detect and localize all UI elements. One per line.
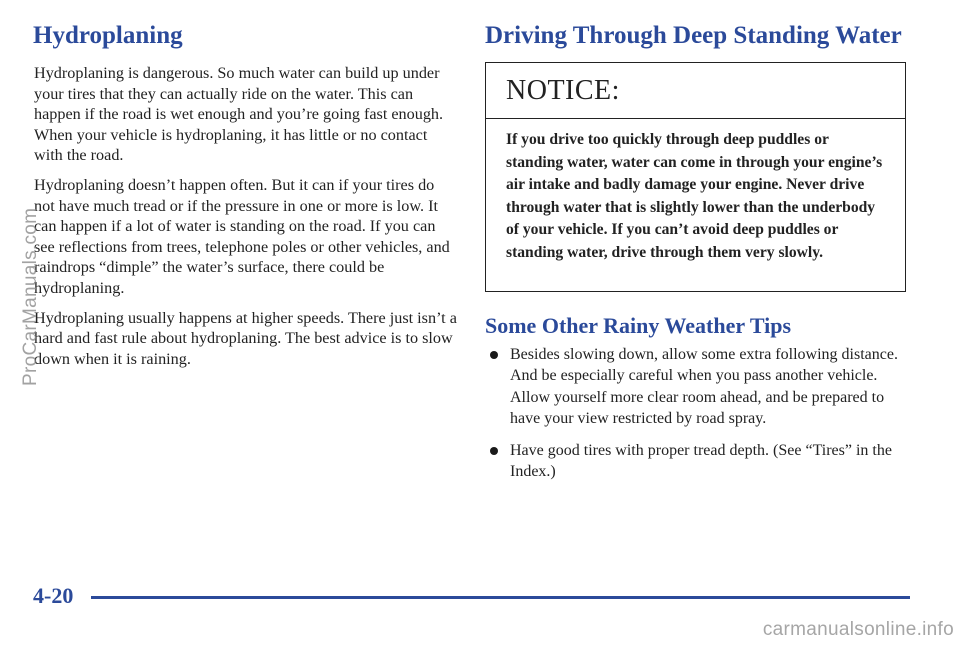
list-item bbox=[485, 440, 910, 483]
side-watermark: ProCarManuals.com bbox=[20, 207, 41, 386]
footer-rule bbox=[91, 596, 910, 599]
paragraph: Hydroplaning doesn’t happen often. But it can if your tires do not have much tread or if the pressure in one or more is low. It can happen if a lot of water is standing on the road. If you can see reflections from trees, telephone poles or other vehicles, and raindrops “dimple” the water’s surface, there could be hydroplaning. bbox=[34, 175, 450, 297]
notice-header bbox=[486, 63, 905, 119]
tip-text: Besides slowing down, allow some extra following distance. And be especially careful when you pass another vehicle. Allow yourself more clear room ahead, and be prepared to have your view restricted by road spray. bbox=[510, 346, 898, 427]
tips-list bbox=[485, 344, 910, 483]
notice-title: NOTICE: bbox=[506, 74, 620, 106]
paragraph: Hydroplaning is dangerous. So much water can build up under your tires that they can actually ride on the water. This can happen if the road is wet enough and you’re going fast enough. When your vehicle is hydroplaning, it has little or no contact with the road. bbox=[34, 64, 444, 165]
notice-text: If you drive too quickly through deep puddles or standing water, water can come in through your engine’s air intake and badly damage your engine. Never drive through water that is slightly lower than the underbody of your vehicle. If you can’t avoid deep puddles or standing water, drive through them very slowly. bbox=[506, 131, 883, 261]
hydroplaning-heading: Hydroplaning bbox=[33, 22, 183, 49]
notice-box bbox=[485, 62, 906, 292]
list-item bbox=[485, 344, 910, 429]
bullet-icon bbox=[490, 351, 498, 359]
deep-water-heading: Driving Through Deep Standing Water bbox=[485, 22, 902, 49]
page-number: 4-20 bbox=[33, 583, 74, 608]
rainy-tips-heading: Some Other Rainy Weather Tips bbox=[485, 313, 792, 338]
bullet-icon bbox=[490, 447, 498, 455]
hydroplaning-body bbox=[34, 63, 458, 369]
bottom-watermark: carmanualsonline.info bbox=[762, 619, 954, 640]
tip-text: Have good tires with proper tread depth. (See “Tires” in the Index.) bbox=[510, 442, 892, 481]
paragraph: Hydroplaning usually happens at higher speeds. There just isn’t a hard and fast rule about hydroplaning. The best advice is to slow down when it is raining. bbox=[34, 308, 457, 368]
